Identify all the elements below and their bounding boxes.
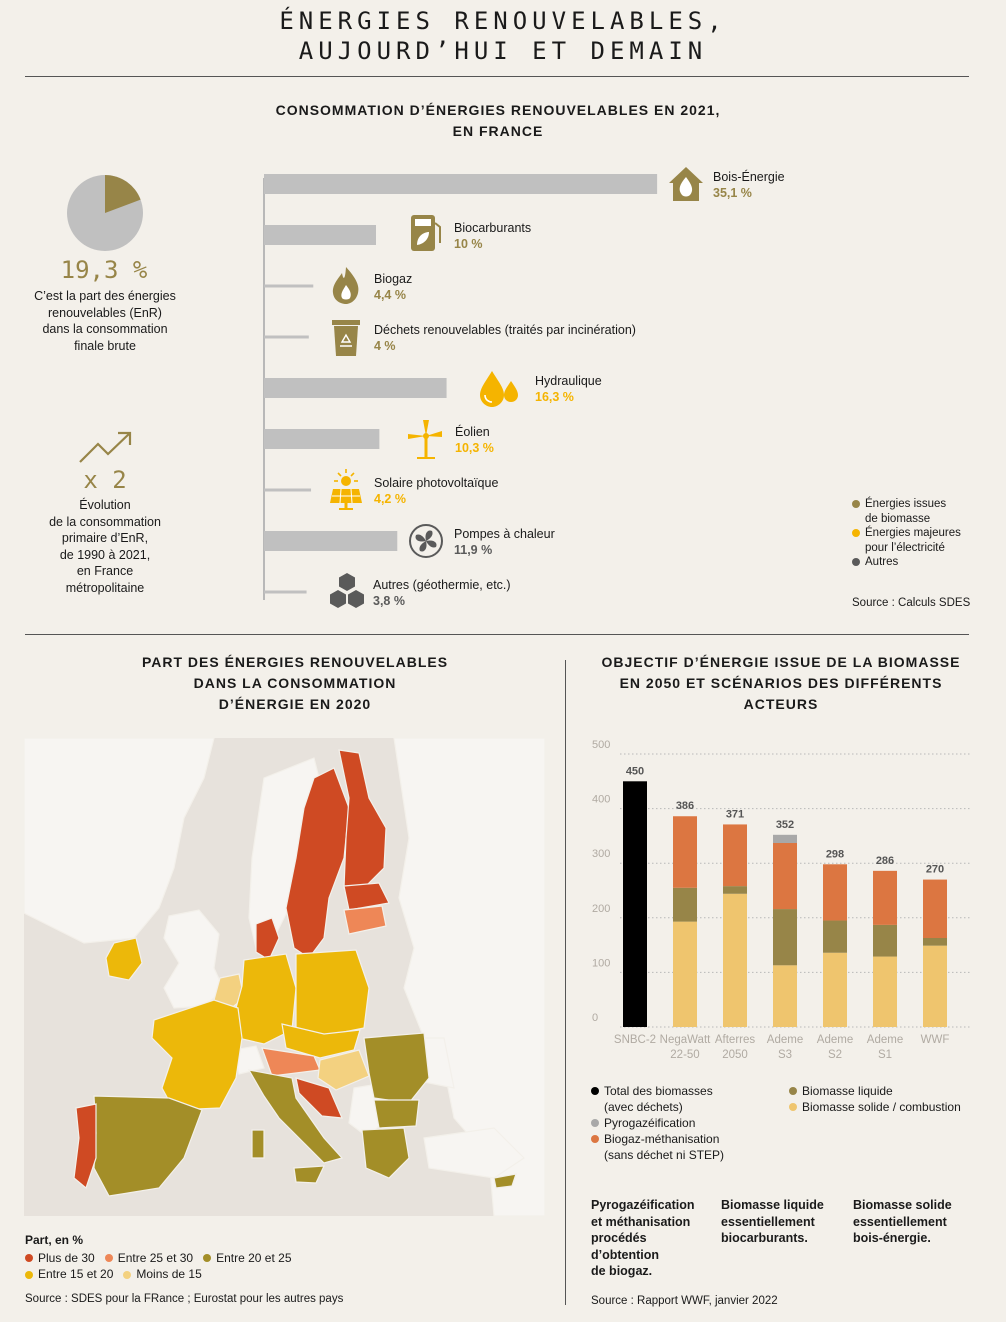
map-sardinia (252, 1130, 264, 1158)
bar-total-label: 286 (875, 854, 895, 867)
consumption-title: CONSOMMATION D’ÉNERGIES RENOUVELABLES EN 2021, EN FRANCE (275, 102, 721, 139)
x-tick-label: WWF (920, 1034, 950, 1046)
bar-label: Autres (géothermie, etc.) (373, 578, 511, 592)
bar-value-label: 4,4 % (374, 288, 406, 302)
legend-item-other: Autres (852, 555, 961, 570)
bar-segment-2 (823, 953, 847, 1027)
y-tick-label: 0 (592, 1012, 599, 1024)
bar-segment-5 (773, 835, 797, 843)
note-liquide: Biomasse liquide essentiellement biocarburants. (721, 1198, 824, 1245)
bar-segment-2 (773, 965, 797, 1027)
legend-item-20-25: Entre 20 et 25 (203, 1251, 291, 1266)
bar-value-label: 11,9 % (454, 543, 493, 557)
y-tick-label: 300 (592, 848, 611, 861)
solar-panel-icon (330, 469, 362, 510)
bar-total-label: 352 (775, 818, 795, 831)
share-text: C’est la part des énergies renouvelables (EnR) dans la consommation finale brute (34, 289, 176, 353)
bar-segment-4 (923, 880, 947, 938)
bar-total-label: 298 (825, 848, 845, 861)
bar-segment-3 (773, 909, 797, 965)
bar-segment-3 (723, 886, 747, 894)
y-tick-label: 500 (592, 739, 611, 751)
growth-arrow-icon (78, 430, 134, 466)
consumption-legend (852, 497, 961, 570)
bar-segment-4 (723, 824, 747, 886)
legend-item-biomass: Énergies issues de biomasse (852, 497, 961, 526)
y-tick-label: 100 (592, 957, 611, 970)
legend-swatch (852, 500, 860, 508)
x-tick-label: S1 (877, 1049, 893, 1061)
bar-segment-2 (873, 957, 897, 1027)
growth-value: x 2 (83, 466, 127, 494)
legend-item-under-15: Moins de 15 (123, 1267, 201, 1282)
x-tick-label: SNBC-2 (613, 1034, 657, 1046)
bar-6 (264, 429, 379, 449)
page-title-line1: ÉNERGIES RENOUVELABLES, (279, 7, 727, 35)
page-title-line2: AUJOURD’HUI ET DEMAIN (298, 37, 708, 65)
bar-segment-2 (673, 922, 697, 1027)
biomass-legend-right (789, 1083, 961, 1115)
vertical-divider (565, 660, 566, 1305)
bar-4 (264, 336, 309, 339)
fuel-pump-icon (411, 215, 440, 251)
map-title: PART DES ÉNERGIES RENOUVELABLES DANS LA CONSOMMATION D’ÉNERGIE EN 2020 (141, 654, 449, 712)
bar-segment-4 (773, 843, 797, 909)
top-divider (25, 76, 969, 77)
house-flame-icon (669, 167, 703, 201)
x-tick-label: 22-50 (670, 1049, 700, 1061)
x-tick-label: Ademe (766, 1034, 804, 1046)
bar-segment-4 (823, 864, 847, 920)
bar-segment-2 (723, 894, 747, 1027)
y-tick-label: 400 (592, 793, 611, 806)
biomass-source: Source : Rapport WWF, janvier 2022 (591, 1295, 778, 1307)
bar-segment-1 (623, 781, 647, 1027)
bar-segment-4 (673, 816, 697, 888)
bar-value-label: 4 % (374, 339, 396, 353)
bar-value-label: 4,2 % (374, 492, 406, 506)
bar-label: Solaire photovoltaïque (374, 476, 499, 490)
bar-label: Hydraulique (535, 374, 602, 388)
bar-value-label: 10 % (454, 237, 483, 251)
growth-text: Évolution de la consommation primaire d’EnR, de 1990 à 2021, en France métropolitaine (49, 498, 161, 595)
y-tick-label: 200 (592, 902, 611, 915)
map-bulgaria (374, 1100, 419, 1128)
x-tick-label: Ademe (816, 1034, 854, 1046)
bar-2 (264, 225, 376, 245)
bar-label: Déchets renouvelables (traités par incinération) (374, 323, 636, 337)
bar-7 (264, 489, 311, 492)
bar-label: Pompes à chaleur (454, 527, 555, 541)
consumption-bar-chart (258, 160, 785, 620)
bar-label: Bois-Énergie (713, 170, 785, 184)
legend-item-biogaz: Biogaz-méthanisation (sans déchet ni STEP) (591, 1131, 724, 1163)
recycle-bin-icon (332, 320, 360, 356)
map-poland (296, 950, 369, 1036)
bar-segment-4 (873, 871, 897, 925)
legend-item-pyro: Pyrogazéification (591, 1115, 724, 1131)
map-source: Source : SDES pour la FRance ; Eurostat pour les autres pays (25, 1293, 344, 1305)
bar-9 (264, 591, 307, 594)
biomass-legend-left (591, 1083, 724, 1163)
share-value: 19,3 % (60, 256, 148, 284)
bar-1 (264, 174, 657, 194)
note-biogaz: Pyrogazéification et méthanisation procédés d’obtention de biogaz. (591, 1198, 695, 1278)
legend-item-15-20: Entre 15 et 20 (25, 1267, 113, 1282)
bar-segment-2 (923, 946, 947, 1027)
bar-total-label: 270 (925, 863, 945, 876)
note-solide: Biomasse solide essentiellement bois-énergie. (853, 1198, 952, 1245)
legend-item-electricity: Énergies majeures pour l’électricité (852, 526, 961, 555)
bar-segment-3 (673, 888, 697, 922)
bar-total-label: 371 (725, 808, 745, 821)
legend-item-total: Total des biomasses (avec déchets) (591, 1083, 724, 1115)
hexagons-icon (330, 573, 364, 608)
heat-pump-fan-icon (410, 525, 442, 557)
legend-item-solide: Biomasse solide / combustion (789, 1099, 961, 1115)
legend-item-over-30: Plus de 30 (25, 1251, 95, 1266)
bar-total-label: 450 (625, 765, 645, 778)
bar-3 (264, 285, 313, 288)
bar-segment-3 (823, 921, 847, 953)
legend-swatch (852, 529, 860, 537)
bar-segment-3 (923, 938, 947, 946)
bar-label: Biocarburants (454, 221, 532, 235)
bar-total-label: 386 (675, 800, 695, 813)
consumption-source: Source : Calculs SDES (852, 597, 971, 609)
flame-icon (333, 267, 359, 304)
legend-item-25-30: Entre 25 et 30 (105, 1251, 193, 1266)
map-legend: Part, en % Plus de 30 Entre 25 et 30 Entre 20 et 25 Entre 15 et 20 Moins de 15 (25, 1233, 292, 1281)
bar-value-label: 16,3 % (535, 390, 574, 404)
bar-segment-3 (873, 925, 897, 957)
bar-5 (264, 378, 447, 398)
x-tick-label: Afterres (714, 1034, 756, 1046)
bar-value-label: 35,1 % (713, 186, 752, 200)
legend-item-liquide: Biomasse liquide (789, 1083, 961, 1099)
bar-8 (264, 531, 397, 551)
x-tick-label: NegaWatt (659, 1034, 711, 1046)
bar-value-label: 3,8 % (373, 594, 405, 608)
bar-label: Éolien (455, 425, 490, 439)
wind-turbine-icon (408, 420, 442, 459)
bar-label: Biogaz (374, 272, 413, 286)
x-tick-label: 2050 (722, 1049, 748, 1061)
x-tick-label: S3 (777, 1049, 793, 1061)
biomass-title: OBJECTIF D’ÉNERGIE ISSUE DE LA BIOMASSE EN 2050 ET SCÉNARIOS DES DIFFÉRENTS ACTEURS (601, 654, 961, 712)
x-tick-label: Ademe (866, 1034, 904, 1046)
share-pie-chart (66, 174, 144, 252)
biomass-bar-chart (580, 732, 980, 1072)
bar-value-label: 10,3 % (455, 441, 494, 455)
middle-divider (25, 634, 969, 635)
x-tick-label: S2 (827, 1049, 843, 1061)
europe-map (24, 738, 545, 1216)
water-drops-icon (480, 371, 518, 407)
legend-swatch (852, 558, 860, 566)
